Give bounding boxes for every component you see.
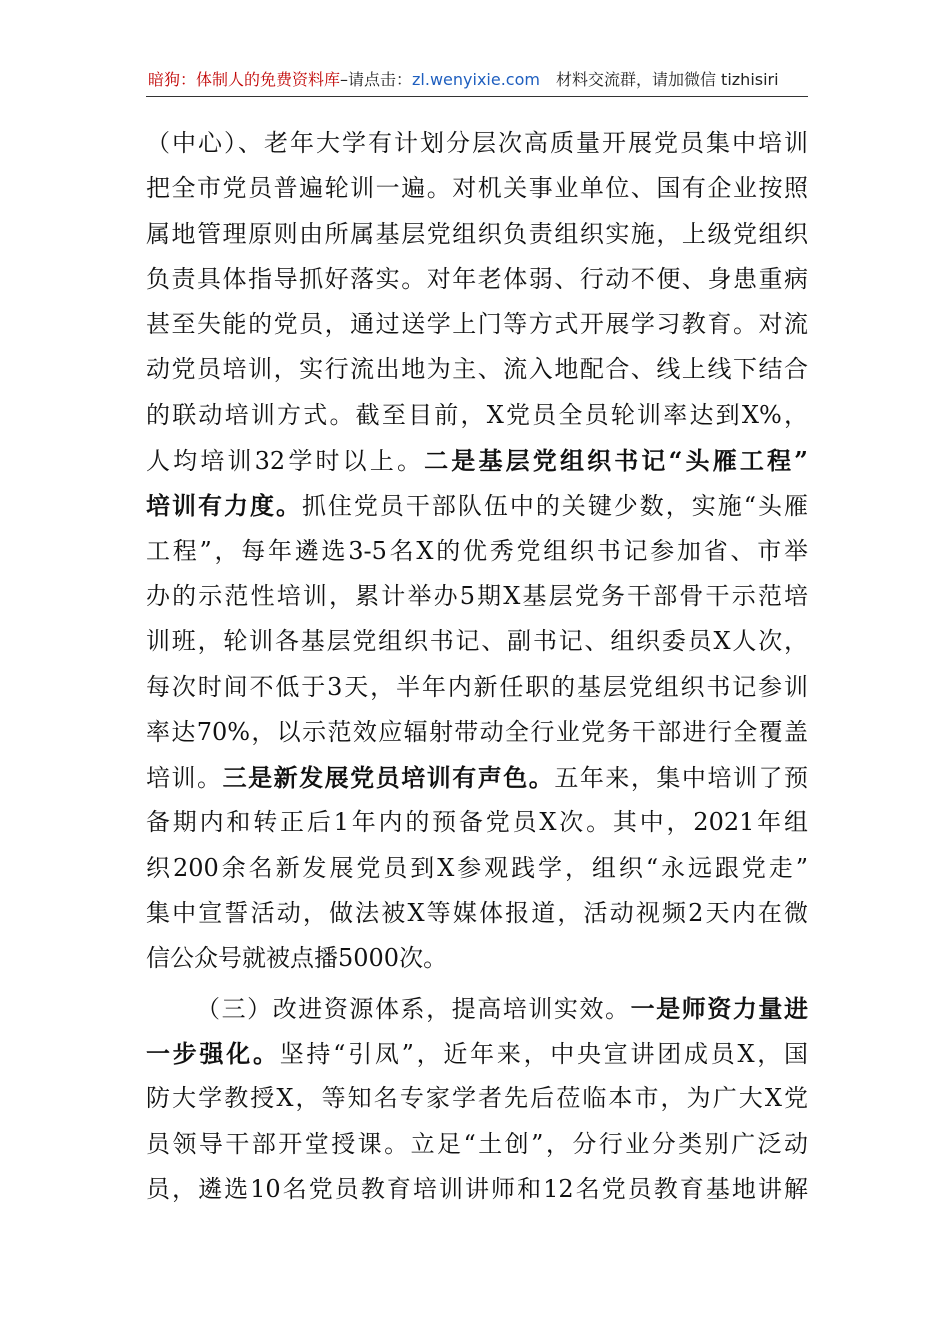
paragraph-line — [146, 1031, 808, 1076]
paragraph-line: 办的示范性培训，累计举办5期X基层党务干部骨干示范培 — [146, 581, 808, 610]
bold-heading: 一是师资力量进 — [630, 993, 808, 1023]
paragraph-line: 负责具体指导抓好落实。对年老体弱、行动不便、身患重病 — [146, 264, 808, 293]
paragraph-line: 动党员培训，实行流出地为主、流入地配合、线上线下结合 — [146, 355, 808, 384]
paragraph-line — [146, 986, 808, 1031]
plain-text: 五年来，集中培训了预 — [554, 764, 808, 793]
paragraph-line: 每次时间不低于3天，半年内新任职的基层党组织书记参训 — [146, 672, 808, 701]
bold-heading: 三是新发展党员培训有声色。 — [222, 763, 555, 793]
header-link[interactable]: zl.wenyixie.com — [412, 70, 540, 89]
bold-heading: 培训有力度。 — [146, 491, 302, 521]
paragraph-line: 的联动培训方式。截至目前，X党员全员轮训率达到X%， — [146, 400, 808, 429]
plain-text: 坚持“引凤”，近年来，中央宣讲团成员X，国 — [279, 1039, 808, 1068]
paragraph-line — [146, 755, 808, 800]
header-brand: 暗狗：体制人的免费资料库 — [148, 70, 341, 89]
paragraph-line — [146, 438, 808, 483]
paragraph-line: 防大学教授X，等知名专家学者先后莅临本市，为广大X党 — [146, 1084, 808, 1113]
plain-text: 培训。 — [146, 764, 223, 793]
plain-text: 抓住党员干部队伍中的关键少数，实施“头雁 — [301, 492, 808, 521]
paragraph-line: 训班，轮训各基层党组织书记、副书记、组织委员X人次， — [146, 627, 808, 656]
paragraph-line: 员领导干部开堂授课。立足“土创”，分行业分类别广泛动 — [146, 1129, 808, 1158]
paragraph-line: 率达70%，以示范效应辐射带动全行业党务干部进行全覆盖 — [146, 717, 808, 746]
paragraph-line: 集中宣誓活动，做法被X等媒体报道，活动视频2天内在微 — [146, 899, 808, 928]
paragraph-line — [146, 483, 808, 528]
paragraph-line: 属地管理原则由所属基层党组织负责组织实施，上级党组织 — [146, 219, 808, 248]
page-header — [148, 66, 808, 94]
paragraph-line: 工程”，每年遴选3-5名X的优秀党组织书记参加省、市举 — [146, 536, 808, 565]
plain-text: 人均培训32学时以上。 — [146, 447, 425, 476]
paragraph-line: （中心）、老年大学有计划分层次高质量开展党员集中培训 — [146, 129, 808, 157]
paragraph-line: 把全市党员普遍轮训一遍。对机关事业单位、国有企业按照 — [146, 174, 808, 203]
document-body — [146, 121, 808, 1212]
paragraph-line: 备期内和转正后1年内的预备党员X次。其中，2021年组 — [146, 808, 808, 837]
paragraph-line: 员，遴选10名党员教育培训讲师和12名党员教育基地讲解 — [146, 1174, 808, 1203]
bold-heading: 一步强化。 — [146, 1038, 280, 1068]
paragraph-line: 甚至失能的党员，通过送学上门等方式开展学习教育。对流 — [146, 310, 808, 339]
paragraph-line: 信公众号就被点播5000次。 — [146, 944, 448, 973]
bold-heading: 二是基层党组织书记“头雁工程” — [424, 446, 808, 476]
header-click-prompt: –请点击： — [340, 70, 413, 89]
section-heading: （三）改进资源体系，提高培训实效。 — [196, 994, 631, 1023]
header-contact: 材料交流群，请加微信 tizhisiri — [555, 70, 779, 89]
paragraph-line: 织200余名新发展党员到X参观践学，组织“永远跟党走” — [146, 853, 808, 882]
header-divider — [146, 96, 808, 97]
